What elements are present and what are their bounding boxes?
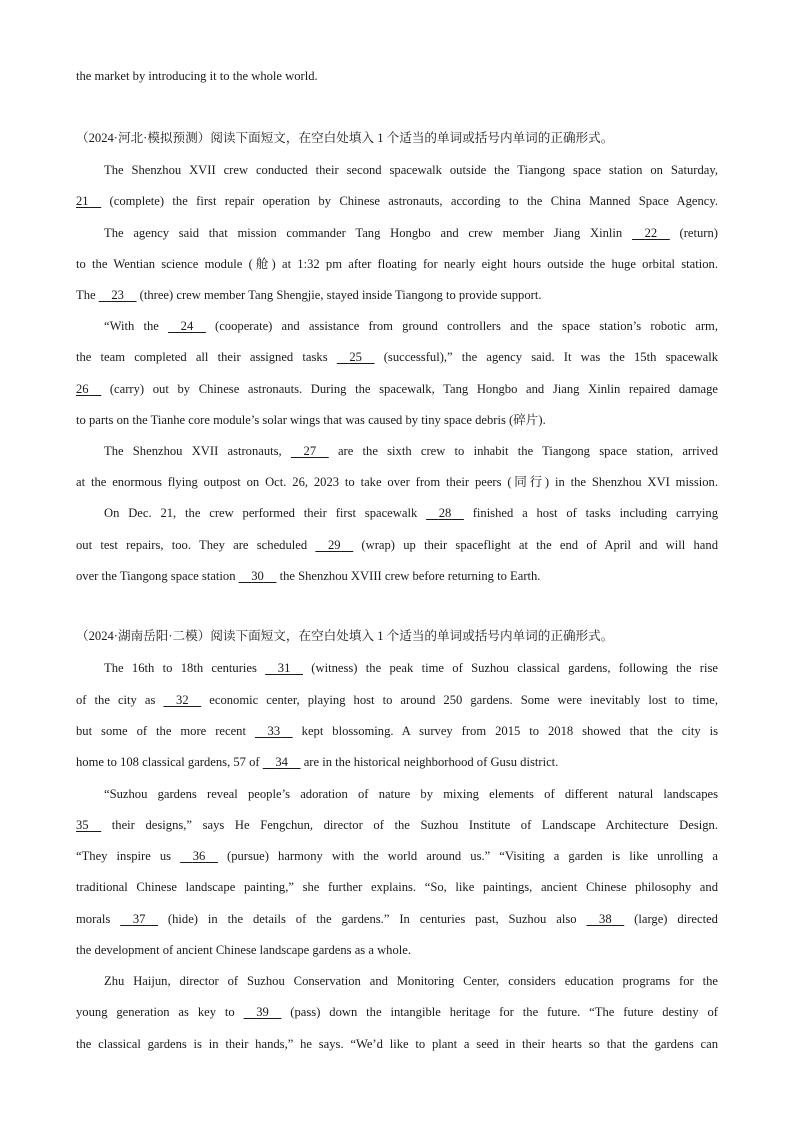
passage-line <box>76 879 718 895</box>
passage-line <box>104 225 718 241</box>
passage-text: young generation as key to <box>76 1005 244 1019</box>
passage-text: kept blossoming. A survey from 2015 to 2018 showed that the city is <box>292 724 718 738</box>
passage-line <box>76 256 718 272</box>
passage-text: economic center, playing host to around 250 gardens. Some were inevitably lost to time, <box>201 693 718 707</box>
blank-23: 23 <box>111 288 124 302</box>
passage-text: “Suzhou gardens reveal people’s adoration of nature by mixing elements of different natural landscapes <box>104 787 718 801</box>
passage-line <box>76 754 718 770</box>
passage-line <box>76 942 718 958</box>
passage-text: The 16th to 18th centuries <box>104 661 266 675</box>
blank-38: 38 <box>599 912 612 926</box>
passage-text: over the Tiangong space station <box>76 569 239 583</box>
passage-line <box>104 505 718 521</box>
passage-text: (three) crew member Tang Shengjie, stayed inside Tiangong to provide support. <box>136 288 542 302</box>
passage-line <box>104 443 718 459</box>
passage-text: are the sixth crew to inhabit the Tiangong space station, arrived <box>328 444 718 458</box>
passage-line <box>76 537 718 553</box>
blank-28: 28 <box>438 506 452 520</box>
passage-text: but some of the more recent <box>76 724 255 738</box>
passage-text: (pass) down the intangible heritage for the future. “The future destiny of <box>281 1005 718 1019</box>
passage-line <box>104 786 718 802</box>
passage-text: The agency said that mission commander Tang Hongbo and crew member Jiang Xinlin <box>104 226 632 240</box>
passage-text: (cooperate) and assistance from ground controllers and the space station’s robotic arm, <box>205 319 718 333</box>
passage-line <box>76 848 718 864</box>
passage-text: home to 108 classical gardens, 57 of <box>76 755 263 769</box>
passage-text: to the Wentian science module (舱) at 1:32 pm after floating for nearly eight hours outside the huge orbital station. <box>76 257 718 271</box>
passage-line <box>76 1004 718 1020</box>
blank-39: 39 <box>256 1005 269 1019</box>
passage-text: morals <box>76 912 121 926</box>
section2-heading: （2024·湖南岳阳·二模）阅读下面短文，在空白处填入 1 个适当的单词或括号内单词的正确形式。 <box>76 629 614 643</box>
passage-line <box>76 911 718 927</box>
passage-line <box>104 162 718 178</box>
passage-text: their designs,” says He Fengchun, director of the Suzhou Institute of Landscape Architecture Design. <box>101 818 718 832</box>
passage-text: (wrap) up their spaceflight at the end of April and will hand <box>353 538 718 552</box>
blank-32: 32 <box>176 693 189 707</box>
passage-text: (large) directed <box>624 912 718 926</box>
passage-text: to parts on the Tianhe core module’s solar wings that was caused by tiny space debris (碎片). <box>76 413 546 427</box>
passage-text: Zhu Haijun, director of Suzhou Conservation and Monitoring Center, considers education programs for the <box>104 974 718 988</box>
passage-text: “They inspire us <box>76 849 181 863</box>
passage-line <box>104 660 718 676</box>
paragraph-tail: the market by introducing it to the whole world. <box>76 69 318 83</box>
blank-26: 26 <box>76 382 89 396</box>
passage-line <box>76 692 718 708</box>
blank-27: 27 <box>303 444 317 458</box>
section1-heading: （2024·河北·模拟预测）阅读下面短文，在空白处填入 1 个适当的单词或括号内单词的正确形式。 <box>76 131 614 145</box>
passage-line <box>76 349 718 365</box>
blank-24: 24 <box>180 319 194 333</box>
passage-text: (successful),” the agency said. It was the 15th spacewalk <box>374 350 719 364</box>
passage-text: out test repairs, too. They are scheduled <box>76 538 316 552</box>
passage-line <box>76 1036 718 1052</box>
blank-22: 22 <box>644 226 658 240</box>
passage-text: are in the historical neighborhood of Gusu district. <box>300 755 559 769</box>
passage-line <box>76 817 718 833</box>
blank-31: 31 <box>277 661 291 675</box>
passage-text: “With the <box>104 319 169 333</box>
blank-25: 25 <box>349 350 362 364</box>
passage-line <box>76 474 718 490</box>
passage-text: traditional Chinese landscape painting,” she further explains. “So, like paintings, ancient Chinese philosophy and <box>76 880 718 894</box>
blank-34: 34 <box>275 755 288 769</box>
passage-text: The Shenzhou XVII crew conducted their second spacewalk outside the Tiangong space station on Saturday, <box>104 163 718 177</box>
passage-text: (carry) out by Chinese astronauts. During the spacewalk, Tang Hongbo and Jiang Xinlin repaired damage <box>101 382 718 396</box>
passage-line <box>76 193 718 209</box>
blank-33: 33 <box>267 724 281 738</box>
passage-text: (hide) in the details of the gardens.” In centuries past, Suzhou also <box>158 912 587 926</box>
passage-text: the Shenzhou XVIII crew before returning to Earth. <box>276 569 541 583</box>
passage-line <box>76 412 718 428</box>
passage-line <box>76 568 718 584</box>
passage-text: (complete) the first repair operation by Chinese astronauts, according to the China Manned Space Agency. <box>101 194 718 208</box>
passage-text: the team completed all their assigned tasks <box>76 350 337 364</box>
blank-37: 37 <box>132 912 146 926</box>
passage-line <box>104 318 718 334</box>
passage-text: the classical gardens is in their hands,” he says. “We’d like to plant a seed in their hearts so that the gardens can <box>76 1037 718 1051</box>
passage-text: (witness) the peak time of Suzhou classical gardens, following the rise <box>302 661 718 675</box>
blank-21: 21 <box>76 194 89 208</box>
blank-30: 30 <box>251 569 264 583</box>
passage-text: at the enormous flying outpost on Oct. 26, 2023 to take over from their peers (同行) in the Shenzhou XVI mission. <box>76 475 718 489</box>
passage-line <box>104 973 718 989</box>
passage-text: finished a host of tasks including carrying <box>463 506 718 520</box>
blank-29: 29 <box>327 538 341 552</box>
passage-text: The Shenzhou XVII astronauts, <box>104 444 291 458</box>
blank-36: 36 <box>192 849 206 863</box>
passage-text: The <box>76 288 99 302</box>
passage-line <box>76 287 718 303</box>
passage-text: (pursue) harmony with the world around us.” “Visiting a garden is like unrolling a <box>217 849 718 863</box>
passage-text: the development of ancient Chinese landscape gardens as a whole. <box>76 943 412 957</box>
passage-line <box>76 723 718 739</box>
passage-text: On Dec. 21, the crew performed their first spacewalk <box>104 506 427 520</box>
passage-line <box>76 381 718 397</box>
blank-35: 35 <box>76 818 89 832</box>
passage-text: of the city as <box>76 693 164 707</box>
passage-text: (return) <box>669 226 718 240</box>
